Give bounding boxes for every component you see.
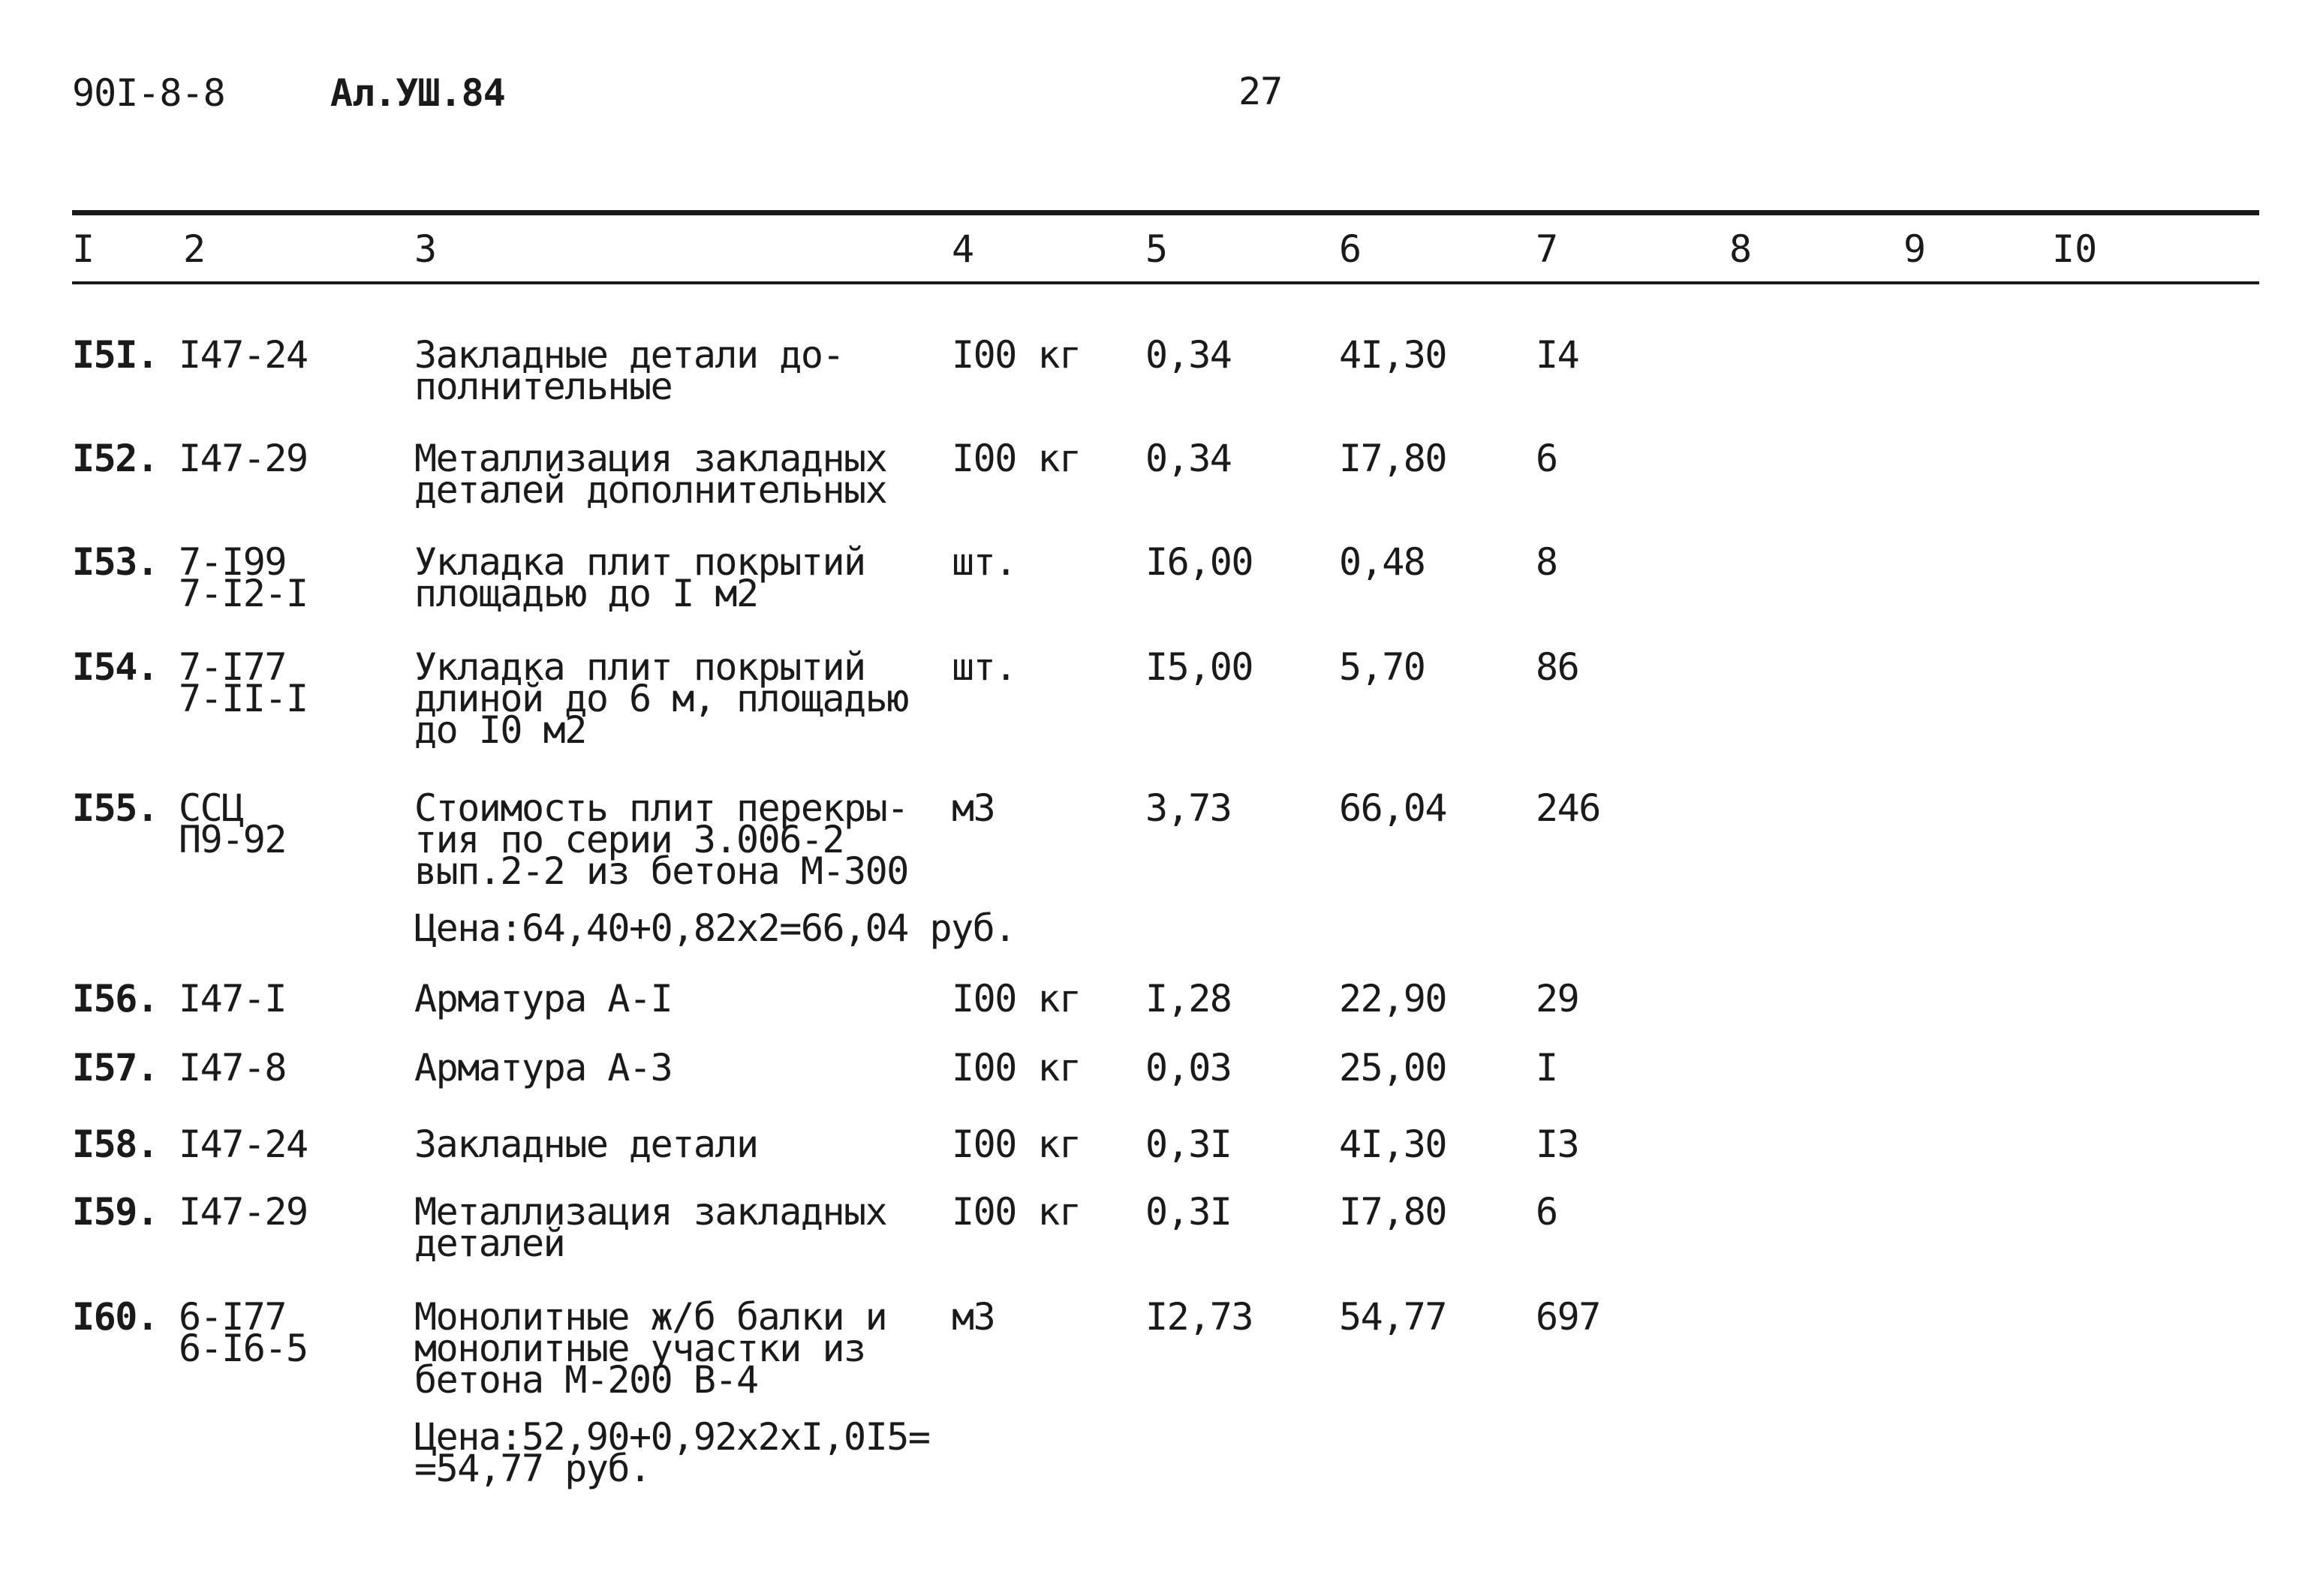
unit: I00 кг bbox=[952, 333, 1081, 377]
total-cost: 697 bbox=[1536, 1295, 1600, 1339]
work-description: Арматура А-3 bbox=[414, 1046, 673, 1090]
row-number: I5I. bbox=[72, 333, 158, 377]
work-description: Укладка плит покрытий длиной до 6 м, площадью до I0 м2 bbox=[414, 645, 908, 752]
row-number: I58. bbox=[72, 1123, 158, 1166]
norm-code: I47-29 bbox=[179, 437, 308, 480]
column-header: I0 bbox=[2052, 227, 2098, 271]
unit-price: 66,04 bbox=[1339, 786, 1447, 830]
row-number: I56. bbox=[72, 977, 158, 1020]
total-cost: 8 bbox=[1536, 540, 1557, 584]
quantity: 0,34 bbox=[1145, 333, 1232, 377]
quantity: 0,3I bbox=[1145, 1190, 1232, 1234]
norm-code: I47-24 bbox=[179, 333, 308, 377]
work-description: Закладные детали bbox=[414, 1123, 758, 1166]
column-header: 6 bbox=[1339, 227, 1362, 271]
total-cost: I bbox=[1536, 1046, 1557, 1090]
work-description: Металлизация закладных деталей bbox=[414, 1190, 887, 1265]
column-header: 5 bbox=[1145, 227, 1169, 271]
quantity: 0,34 bbox=[1145, 437, 1232, 480]
quantity: 0,3I bbox=[1145, 1123, 1232, 1166]
unit-price: 5,70 bbox=[1339, 645, 1425, 689]
total-cost: 246 bbox=[1536, 786, 1600, 830]
table-top-rule bbox=[72, 210, 2259, 215]
table-header-rule bbox=[72, 281, 2259, 284]
row-number: I52. bbox=[72, 437, 158, 480]
column-header: 4 bbox=[952, 227, 975, 271]
column-header: I bbox=[72, 227, 95, 271]
total-cost: 86 bbox=[1536, 645, 1579, 689]
row-number: I60. bbox=[72, 1295, 158, 1339]
row-number: I55. bbox=[72, 786, 158, 830]
total-cost: I3 bbox=[1536, 1123, 1579, 1166]
unit: I00 кг bbox=[952, 1046, 1081, 1090]
total-cost: I4 bbox=[1536, 333, 1579, 377]
row-number: I57. bbox=[72, 1046, 158, 1090]
unit: м3 bbox=[952, 786, 995, 830]
unit: м3 bbox=[952, 1295, 995, 1339]
work-description: Металлизация закладных деталей дополнительных bbox=[414, 437, 887, 512]
column-header: 2 bbox=[183, 227, 206, 271]
price-note: Цена:64,40+0,82х2=66,04 руб. bbox=[414, 906, 1016, 950]
document-code: 90I-8-8 bbox=[72, 71, 225, 115]
unit-price: 4I,30 bbox=[1339, 1123, 1447, 1166]
work-description: Закладные детали до- полнительные bbox=[414, 333, 844, 408]
norm-code: 7-I77 7-II-I bbox=[179, 645, 308, 720]
album-reference: Ал.УШ.84 bbox=[330, 71, 505, 115]
unit: I00 кг bbox=[952, 977, 1081, 1020]
unit: I00 кг bbox=[952, 1190, 1081, 1234]
unit-price: 54,77 bbox=[1339, 1295, 1447, 1339]
work-description: Стоимость плит перекры- тия по серии 3.006-2 вып.2-2 из бетона М-300 bbox=[414, 786, 908, 893]
page-number: 27 bbox=[1238, 70, 1283, 113]
quantity: I2,73 bbox=[1145, 1295, 1253, 1339]
norm-code: 7-I99 7-I2-I bbox=[179, 540, 308, 615]
quantity: 0,03 bbox=[1145, 1046, 1232, 1090]
unit: шт. bbox=[952, 540, 1016, 584]
column-header: 8 bbox=[1729, 227, 1753, 271]
unit-price: 22,90 bbox=[1339, 977, 1447, 1020]
row-number: I53. bbox=[72, 540, 158, 584]
norm-code: I47-I bbox=[179, 977, 287, 1020]
total-cost: 6 bbox=[1536, 437, 1557, 480]
row-number: I59. bbox=[72, 1190, 158, 1234]
unit-price: I7,80 bbox=[1339, 437, 1447, 480]
norm-code: 6-I77 6-I6-5 bbox=[179, 1295, 308, 1370]
unit: I00 кг bbox=[952, 1123, 1081, 1166]
unit: I00 кг bbox=[952, 437, 1081, 480]
total-cost: 6 bbox=[1536, 1190, 1557, 1234]
quantity: 3,73 bbox=[1145, 786, 1232, 830]
column-header: 3 bbox=[414, 227, 438, 271]
work-description: Укладка плит покрытий площадью до I м2 bbox=[414, 540, 865, 615]
column-header: 7 bbox=[1536, 227, 1559, 271]
unit-price: 25,00 bbox=[1339, 1046, 1447, 1090]
norm-code: ССЦ П9-92 bbox=[179, 786, 287, 861]
unit-price: 4I,30 bbox=[1339, 333, 1447, 377]
column-header: 9 bbox=[1903, 227, 1927, 271]
quantity: I,28 bbox=[1145, 977, 1232, 1020]
unit: шт. bbox=[952, 645, 1016, 689]
quantity: I6,00 bbox=[1145, 540, 1253, 584]
work-description: Арматура А-I bbox=[414, 977, 673, 1020]
price-note: Цена:52,90+0,92х2хI,0I5= =54,77 руб. bbox=[414, 1415, 930, 1490]
total-cost: 29 bbox=[1536, 977, 1579, 1020]
unit-price: 0,48 bbox=[1339, 540, 1425, 584]
quantity: I5,00 bbox=[1145, 645, 1253, 689]
norm-code: I47-24 bbox=[179, 1123, 308, 1166]
unit-price: I7,80 bbox=[1339, 1190, 1447, 1234]
row-number: I54. bbox=[72, 645, 158, 689]
norm-code: I47-8 bbox=[179, 1046, 287, 1090]
work-description: Монолитные ж/б балки и монолитные участки из бетона М-200 В-4 bbox=[414, 1295, 887, 1402]
norm-code: I47-29 bbox=[179, 1190, 308, 1234]
